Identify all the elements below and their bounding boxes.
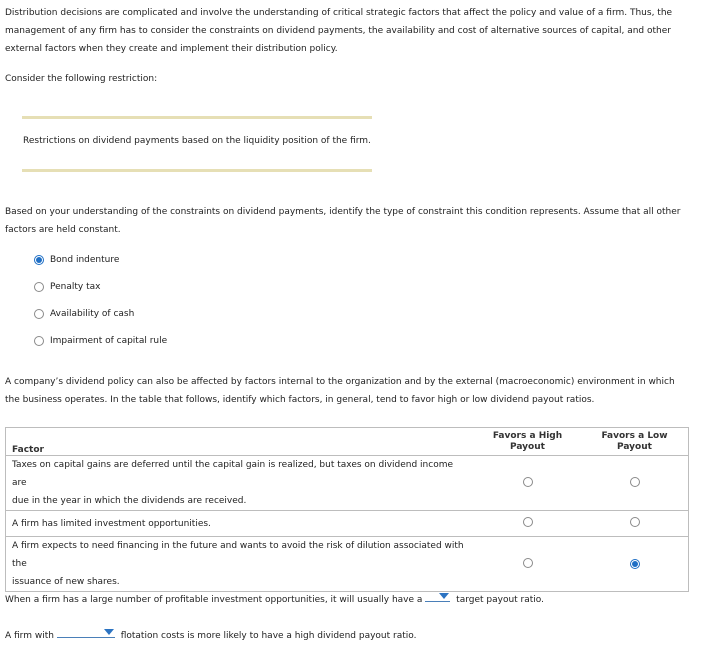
low-option-cell xyxy=(581,511,689,537)
sentence-2-before: A firm with xyxy=(5,631,54,641)
option-availability-of-cash[interactable] xyxy=(34,309,134,319)
high-option-cell xyxy=(474,456,581,511)
factor-line-2: issuance of new shares. xyxy=(12,577,120,587)
radio-row1-high[interactable] xyxy=(523,477,533,487)
chevron-down-icon xyxy=(104,629,114,635)
high-option-cell xyxy=(474,511,581,537)
radio-row2-low[interactable] xyxy=(630,517,640,527)
factor-line-1: Taxes on capital gains are deferred until the capital gain is realized, but taxes on dividend income are xyxy=(12,460,454,488)
question-line-2: factors are held constant. xyxy=(5,225,121,235)
low-option-cell xyxy=(581,537,689,592)
question-paragraph xyxy=(5,203,680,239)
factors-table xyxy=(5,427,689,592)
header-high-line-1: Favors a High xyxy=(492,430,563,441)
low-option-cell xyxy=(581,456,689,511)
option-bond-indenture[interactable] xyxy=(34,255,119,265)
factor-line-2: due in the year in which the dividends are received. xyxy=(12,496,247,506)
restriction-box xyxy=(22,116,372,172)
policy-paragraph xyxy=(5,373,675,409)
consider-label: Consider the following restriction: xyxy=(5,74,158,84)
policy-line-2: the business operates. In the table that follows, identify which factors, in general, tend to favor high or low dividend payout ratios. xyxy=(5,395,595,405)
option-label: Bond indenture xyxy=(50,255,120,265)
option-penalty-tax[interactable] xyxy=(34,282,100,292)
radio-row3-low[interactable] xyxy=(630,559,640,569)
intro-line-3: external factors when they create and implement their distribution policy. xyxy=(5,44,338,54)
option-label: Impairment of capital rule xyxy=(50,336,168,346)
intro-line-1: Distribution decisions are complicated and involve the understanding of critical strategic factors that affect the policy and value of a firm. Thus, the xyxy=(5,8,673,18)
factor-cell xyxy=(6,537,475,592)
sentence-1-before: When a firm has a large number of profitable investment opportunities, it will usually have a xyxy=(5,595,423,605)
intro-paragraph xyxy=(5,4,672,58)
high-option-cell xyxy=(474,537,581,592)
table-row xyxy=(6,511,689,537)
header-factor: Factor xyxy=(6,428,475,456)
sentence-1-after: target payout ratio. xyxy=(456,595,545,605)
flotation-costs-dropdown[interactable] xyxy=(57,626,115,638)
sentence-1 xyxy=(5,590,544,609)
restriction-text: Restrictions on dividend payments based on the liquidity position of the firm. xyxy=(23,136,371,146)
option-label: Penalty tax xyxy=(50,282,101,292)
intro-line-2: management of any firm has to consider the constraints on dividend payments, the availability and cost of alternative sources of capital, and other xyxy=(5,26,671,36)
policy-line-1: A company’s dividend policy can also be affected by factors internal to the organization and by the external (macroeconomic) environment in which xyxy=(5,377,675,387)
option-impairment-of-capital[interactable] xyxy=(34,336,167,346)
question-line-1: Based on your understanding of the constraints on dividend payments, identify the type of constraint this condition represents. Assume that all other xyxy=(5,207,681,217)
factor-cell xyxy=(6,456,475,511)
table-header-row xyxy=(6,428,689,456)
header-low-line-1: Favors a Low xyxy=(601,430,668,441)
radio-row3-high[interactable] xyxy=(523,558,533,568)
payout-ratio-dropdown[interactable] xyxy=(425,590,450,602)
factor-line-1: A firm expects to need financing in the future and wants to avoid the risk of dilution associated with the xyxy=(12,541,464,569)
radio-availability-of-cash[interactable] xyxy=(34,309,44,319)
radio-bond-indenture[interactable] xyxy=(34,255,44,265)
sentence-2-after: flotation costs is more likely to have a high dividend payout ratio. xyxy=(120,631,417,641)
header-low-payout xyxy=(581,428,689,456)
factor-cell: A firm has limited investment opportunities. xyxy=(6,511,475,537)
table-row xyxy=(6,456,689,511)
header-low-line-2: Payout xyxy=(617,441,652,452)
radio-row1-low[interactable] xyxy=(630,477,640,487)
radio-penalty-tax[interactable] xyxy=(34,282,44,292)
header-high-line-2: Payout xyxy=(510,441,545,452)
option-label: Availability of cash xyxy=(50,309,135,319)
chevron-down-icon xyxy=(439,593,449,599)
radio-impairment-of-capital[interactable] xyxy=(34,336,44,346)
header-high-payout xyxy=(474,428,581,456)
table-row xyxy=(6,537,689,592)
radio-row2-high[interactable] xyxy=(523,517,533,527)
sentence-2 xyxy=(5,626,416,645)
